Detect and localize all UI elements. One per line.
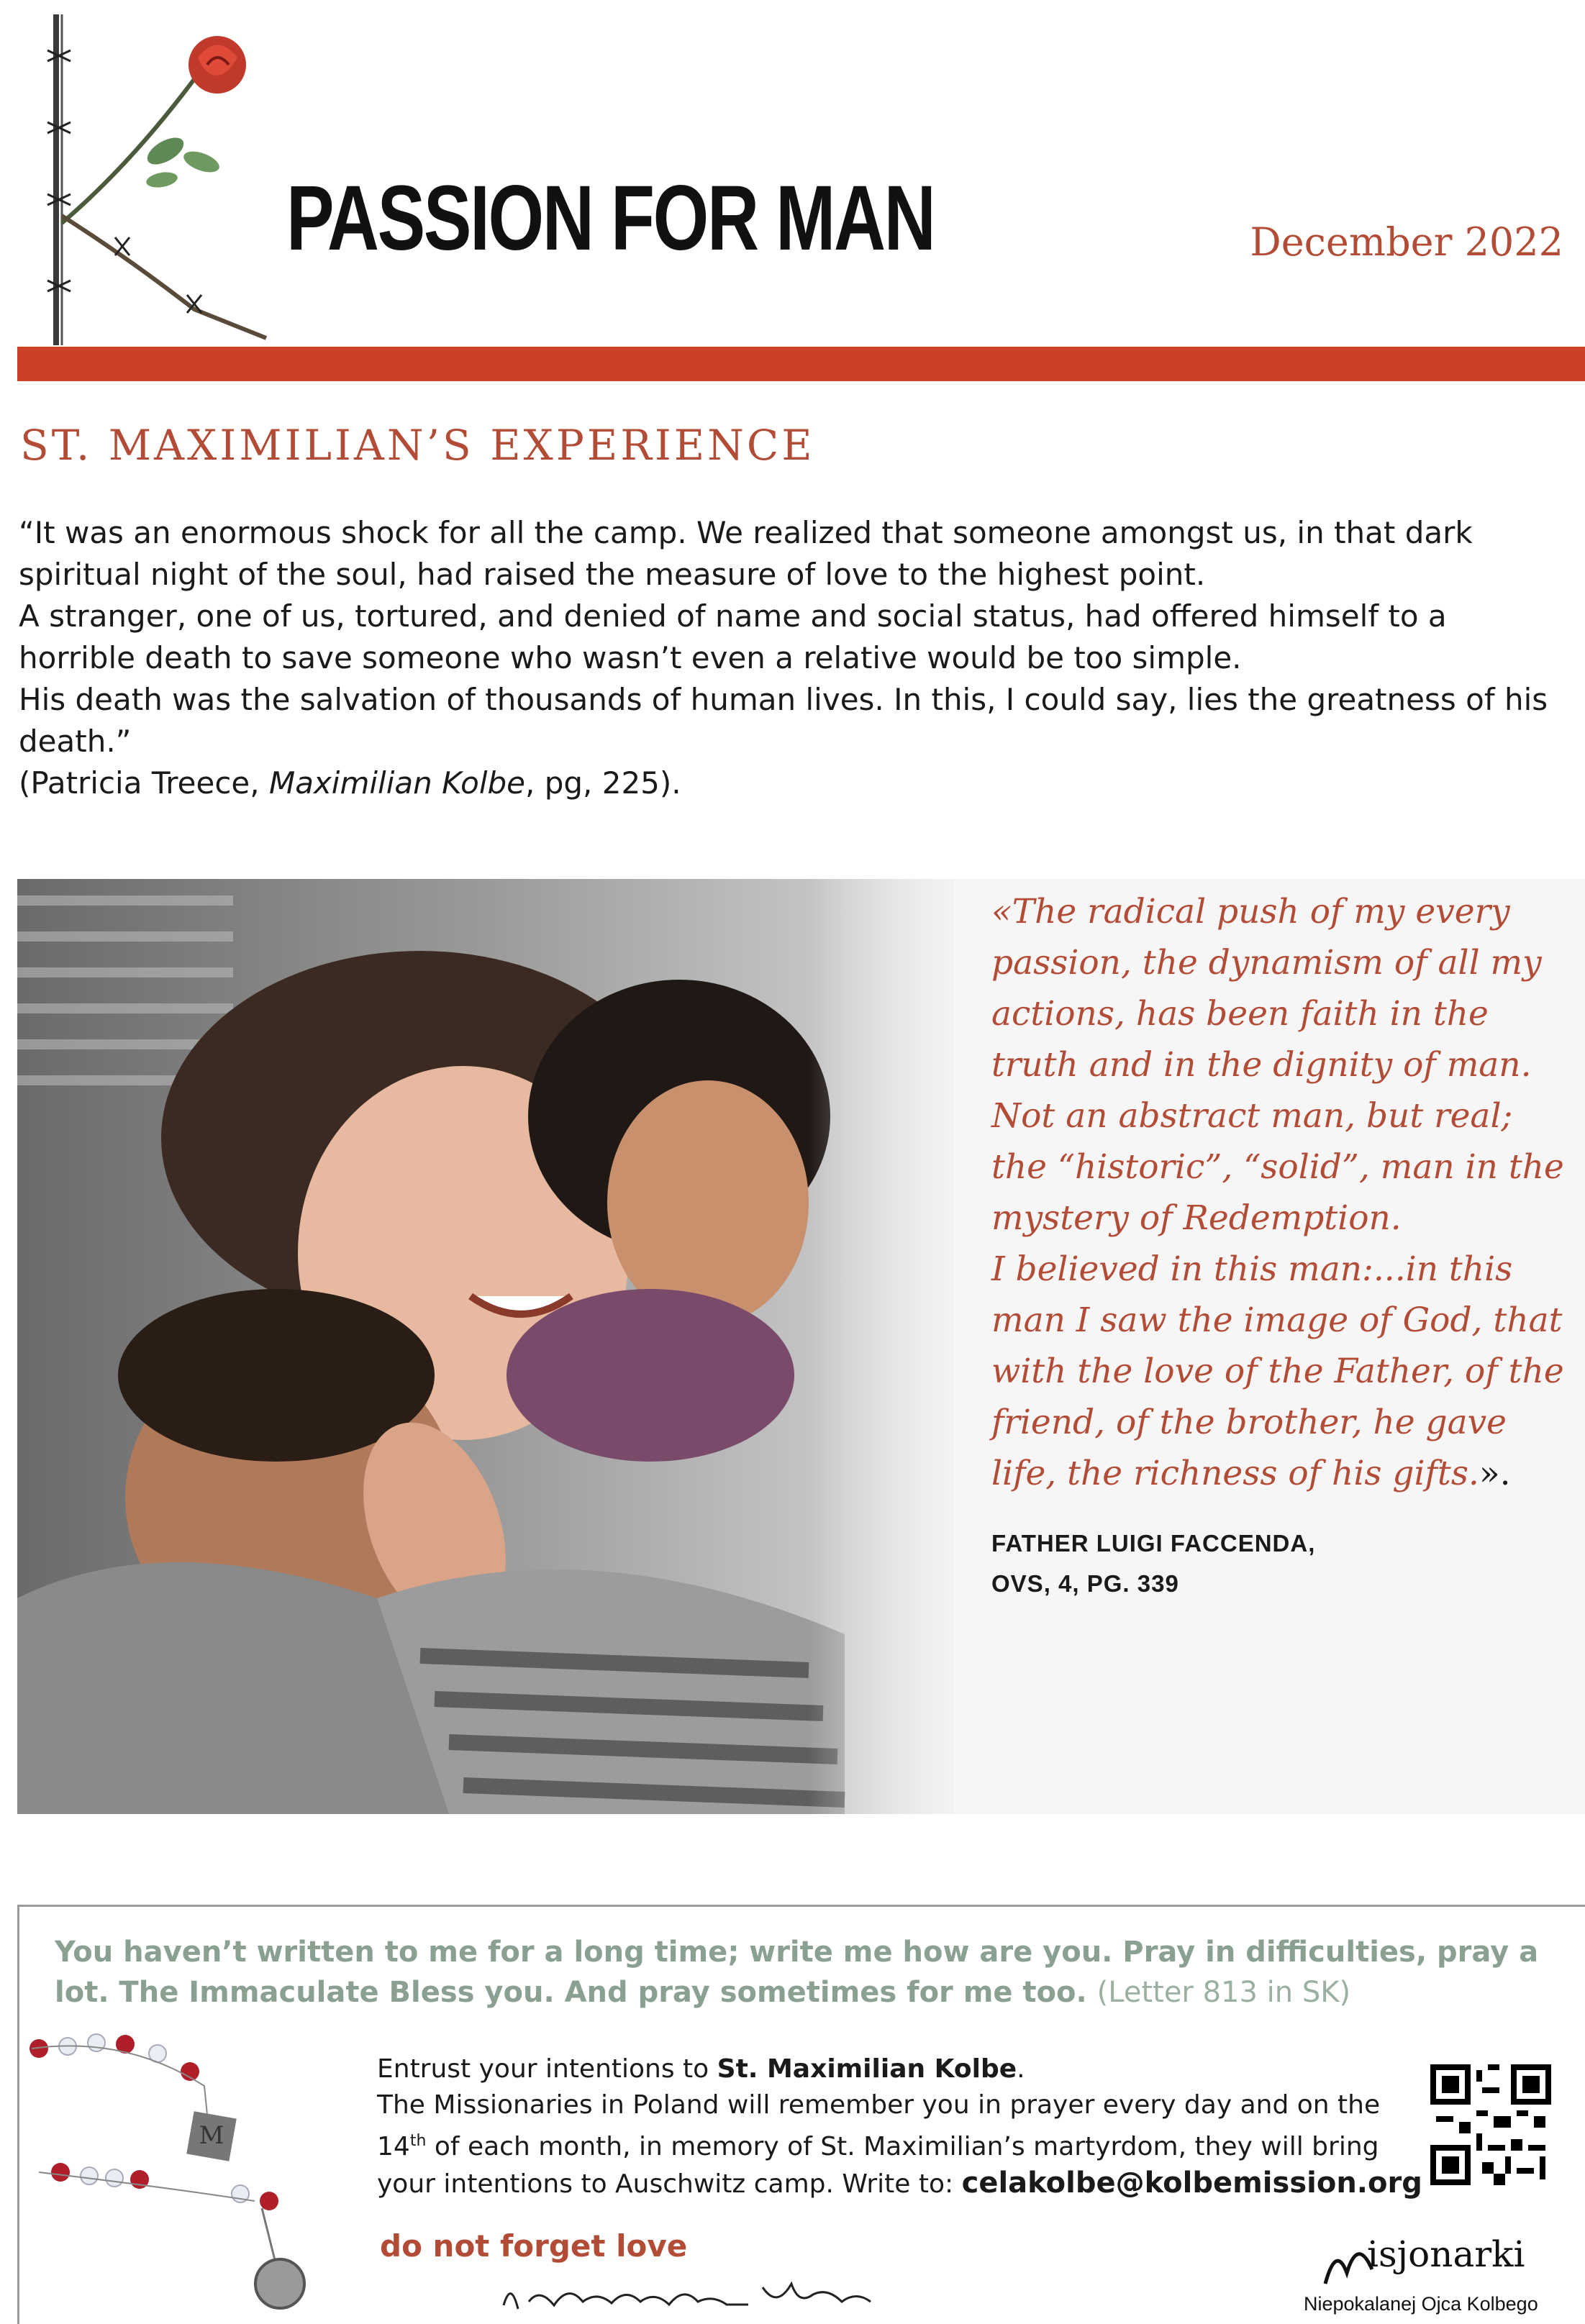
email-link[interactable]: celakolbe@kolbemission.org <box>961 2166 1422 2200</box>
masthead-title: PASSION FOR MAN <box>286 167 935 270</box>
org-name: isjonarki <box>1367 2233 1525 2275</box>
pull-quote <box>991 886 1567 1499</box>
tagline: do not forget love <box>380 2228 688 2264</box>
header-divider-bar <box>17 347 1585 381</box>
org-subtitle: Niepokalanej Ojca Kolbego <box>1304 2293 1538 2315</box>
embrace-photo <box>17 879 954 1814</box>
logo-k-rose-icon <box>22 7 295 352</box>
section-heading: ST. MAXIMILIAN’S EXPERIENCE <box>20 421 815 470</box>
intentions-text: Entrust your intentions to St. Maximilian Kolbe. The Missionaries in Poland will remember you in prayer every day and on the 14th of each month, in memory of St. Maximilian’s martyrdom, they will bring your intentions to Auschwitz camp. Write to: celakolbe@kolbemission.org <box>377 2054 1422 2200</box>
testimony-paragraph: A stranger, one of us, tortured, and denied of name and social status, had offered himself to a horrible death to save someone who wasn’t even a relative would be too simple. <box>19 598 1447 675</box>
issue-date: December 2022 <box>1250 219 1563 265</box>
attribution-name: FATHER LUIGI FACCENDA, <box>991 1530 1316 1557</box>
qr-code-icon[interactable] <box>1430 2064 1551 2185</box>
saint-name: St. Maximilian Kolbe <box>717 2054 1017 2084</box>
quote-close-mark: ». <box>1479 1454 1511 1493</box>
attribution-source: OVS, 4, PG. 339 <box>991 1570 1179 1597</box>
signature-icon <box>496 2273 885 2318</box>
pull-quote-part1: «The radical push of my every passion, the dynamism of all my actions, has been faith in the truth and in the dignity of man. Not an abstract man, but real; the “historic”, “solid”, man in the mystery of Redemption. <box>991 892 1564 1238</box>
letter-quote: You haven’t written to me for a long time; write me how are you. Pray in difficulties, pray a lot. The Immaculate Bless you. And pray sometimes for me too. (Letter 813 in SK) <box>55 1936 1539 2009</box>
pull-quote-part2: I believed in this man:...in this man I saw the image of God, that with the love of the Father, of the friend, of the brother, he gave life, the richness of his gifts.». <box>991 1249 1564 1493</box>
rosary-icon <box>17 2028 355 2316</box>
svg-text:M: M <box>199 2121 224 2150</box>
citation-book-title: Maximilian Kolbe <box>268 765 526 801</box>
testimony-paragraph: “It was an enormous shock for all the camp. We realized that someone amongst us, in that dark spiritual night of the soul, had raised the measure of love to the highest point. <box>19 515 1473 592</box>
quote-attribution <box>991 1523 1315 1604</box>
testimony-citation: (Patricia Treece, Maximilian Kolbe, pg, 225). <box>19 765 681 801</box>
letter-reference: (Letter 813 in SK) <box>1096 1976 1351 2009</box>
testimony-text <box>19 512 1566 804</box>
testimony-paragraph: His death was the salvation of thousands of human lives. In this, I could say, lies the greatness of his death.” <box>19 682 1548 759</box>
